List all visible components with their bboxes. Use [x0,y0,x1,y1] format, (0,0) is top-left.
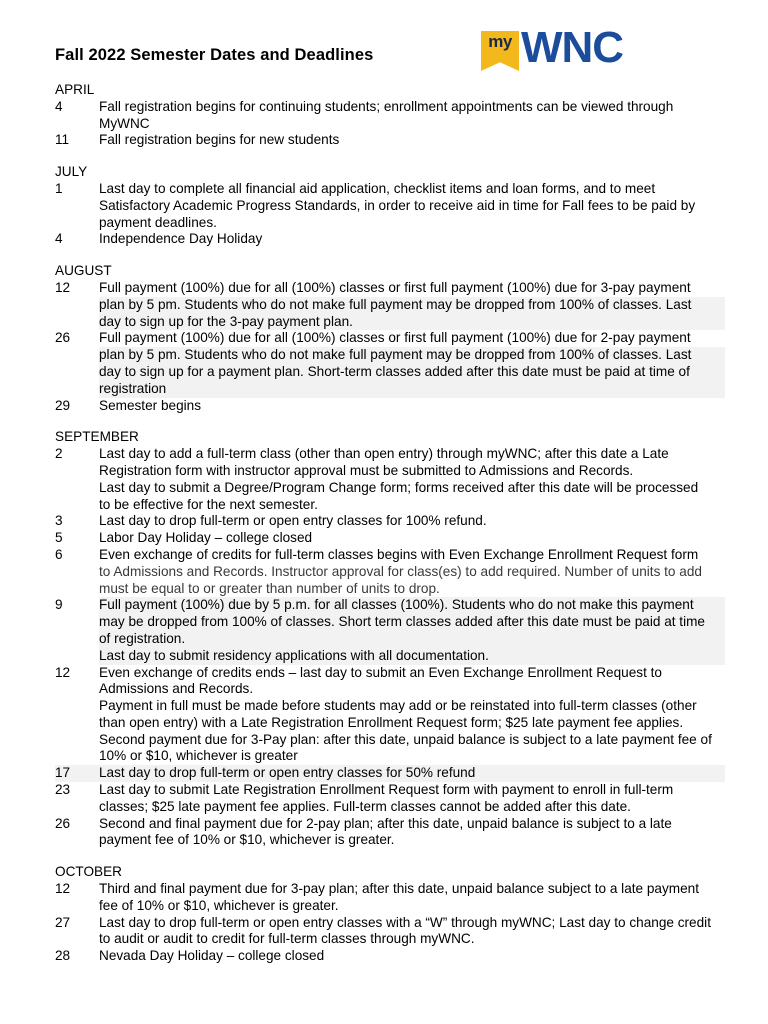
deadline-entry [55,597,735,664]
deadline-day: 11 [55,132,70,148]
deadline-entry [55,530,735,547]
description-line: to Admissions and Records. Instructor approval for class(es) to add required. Number of units to add [99,563,702,579]
page-title: Fall 2022 Semester Dates and Deadlines [55,46,374,64]
description-line: Full payment (100%) due by 5 p.m. for all classes (100%). Students who do not make this payment [99,597,725,614]
description-line: Registration form with instructor approval must be submitted to Admissions and Records. [99,462,634,478]
description-line: Last day to drop full-term or open entry classes for 100% refund. [99,513,487,529]
deadline-entry [55,782,735,816]
deadline-entry [55,765,735,782]
deadline-day: 1 [55,180,63,196]
description-line: Fall registration begins for new students [99,132,340,148]
description-line: MyWNC [99,115,150,131]
deadline-day: 12 [55,664,71,680]
deadline-entry [55,513,735,530]
deadline-description [99,330,725,397]
description-line: to audit or audit to credit for full-term classes through myWNC. [99,931,475,947]
description-line: Last day to complete all financial aid application, checklist items and loan forms, and to meet [99,180,656,196]
deadline-description [99,915,725,949]
description-line: Second and final payment due for 2-pay plan; after this date, unpaid balance is subject to a late [99,815,672,831]
description-line: Third and final payment due for 3-pay plan; after this date, unpaid balance subject to a late payment [99,881,700,897]
deadline-description [99,765,725,782]
deadline-entry [55,398,735,415]
deadline-description [99,132,725,149]
month-section [55,429,735,849]
logo-wnc-text: WNC [521,23,624,72]
deadline-day: 23 [55,782,71,798]
deadline-description [99,530,725,547]
deadline-day: 9 [55,597,63,613]
deadline-entry [55,280,735,330]
deadline-description [99,597,725,664]
deadline-entry [55,547,735,597]
deadline-day: 5 [55,530,63,546]
deadline-day: 3 [55,513,63,529]
deadline-day: 2 [55,446,63,462]
deadline-description [99,280,725,330]
description-line: Last day to drop full-term or open entry classes for 50% refund [99,765,725,782]
description-line: Last day to add a full-term class (other than open entry) through myWNC; after this date a Late [99,446,669,462]
deadline-entry [55,446,735,513]
description-line: must be equal to or greater than number of units to drop. [99,580,440,596]
description-line: 10% or $10, whichever is greater [99,748,298,764]
description-line: Satisfactory Academic Progress Standards, in order to receive aid in time for Fall fees to be paid by [99,197,696,213]
deadline-day: 26 [55,815,71,831]
deadline-entry [55,181,735,231]
logo-my-text: my [488,32,512,51]
description-line: Semester begins [99,397,202,413]
month-heading: AUGUST [55,263,112,279]
description-line: of registration. [99,631,725,648]
description-line: Last day to submit Late Registration Enrollment Request form with payment to enroll in full-term [99,782,674,798]
description-line: Full payment (100%) due for all (100%) classes or first full payment (100%) due for 2-pay payment [99,330,691,346]
description-line: Independence Day Holiday [99,231,263,247]
deadline-description [99,398,725,415]
month-section [55,82,735,149]
description-line: Full payment (100%) due for all (100%) classes or first full payment (100%) due for 3-pay payment [99,279,691,295]
deadline-day: 29 [55,397,71,413]
month-section [55,164,735,248]
deadline-description [99,948,725,965]
month-heading: APRIL [55,82,95,97]
deadline-entry [55,231,735,248]
description-line: plan by 5 pm. Students who do not make full payment may be dropped from 100% of classes. Last [99,297,725,314]
deadline-description [99,446,725,513]
description-line: Admissions and Records. [99,681,254,697]
description-line: Last day to drop full-term or open entry classes with a “W” through myWNC; Last day to change credit [99,914,711,930]
description-line: Even exchange of credits ends – last day to submit an Even Exchange Enrollment Request to [99,664,662,680]
description-line: to be effective for the next semester. [99,496,318,512]
description-line: than open entry) with a Late Registration Enrollment Request form; $25 late payment fee applies. [99,714,684,730]
deadline-entry [55,99,735,133]
description-line: payment fee of 10% or $10, whichever is greater. [99,832,395,848]
deadline-day: 12 [55,881,71,897]
deadline-description [99,513,725,530]
description-line: Fall registration begins for continuing students; enrollment appointments can be viewed through [99,98,674,114]
deadline-day: 6 [55,546,63,562]
month-heading: OCTOBER [55,864,122,880]
description-line: Labor Day Holiday – college closed [99,530,313,546]
deadline-day: 17 [55,765,99,782]
description-line: Payment in full must be made before students may add or be reinstated into full-term classes (other [99,698,697,714]
deadline-day: 4 [55,231,63,247]
deadline-day: 27 [55,914,71,930]
description-line: registration [99,381,725,398]
description-line: day to sign up for a payment plan. Short-term classes added after this date must be paid at time of [99,364,725,381]
deadline-description [99,181,725,231]
deadline-description [99,547,725,597]
description-line: plan by 5 pm. Students who do not make full payment may be dropped from 100% of classes. Last [99,347,725,364]
mywnc-logo [481,23,636,73]
month-heading: JULY [55,164,88,180]
deadline-list [55,82,735,965]
deadline-description [99,231,725,248]
deadline-description [99,782,725,816]
deadline-description [99,816,725,850]
deadline-entry [55,915,735,949]
deadline-entry [55,948,735,965]
deadline-day: 4 [55,98,63,114]
description-line: Nevada Day Holiday – college closed [99,948,325,964]
deadline-day: 12 [55,279,71,295]
description-line: fee of 10% or $10, whichever is greater. [99,897,339,913]
deadline-entry [55,881,735,915]
deadline-description [99,881,725,915]
deadline-day: 28 [55,948,71,964]
description-line: day to sign up for the 3-pay payment plan. [99,314,725,331]
deadline-entry [55,132,735,149]
month-section [55,263,735,414]
description-line: classes; $25 late payment fee applies. Full-term classes cannot be added after this date. [99,798,631,814]
deadline-entry [55,665,735,766]
description-line: Last day to submit a Degree/Program Change form; forms received after this date will be processed [99,479,699,495]
description-line: Even exchange of credits for full-term classes begins with Even Exchange Enrollment Request form [99,546,699,562]
month-heading: SEPTEMBER [55,429,139,445]
deadline-entry [55,330,735,397]
description-line: Last day to submit residency applications with all documentation. [99,648,725,665]
month-section [55,864,735,965]
deadline-day: 26 [55,330,71,346]
deadline-description [99,665,725,766]
description-line: may be dropped from 100% of classes. Short term classes added after this date must be paid at time [99,614,725,631]
description-line: Second payment due for 3-Pay plan: after this date, unpaid balance is subject to a late payment fee of [99,731,712,747]
deadline-entry [55,816,735,850]
deadline-description [99,99,725,133]
description-line: payment deadlines. [99,214,217,230]
